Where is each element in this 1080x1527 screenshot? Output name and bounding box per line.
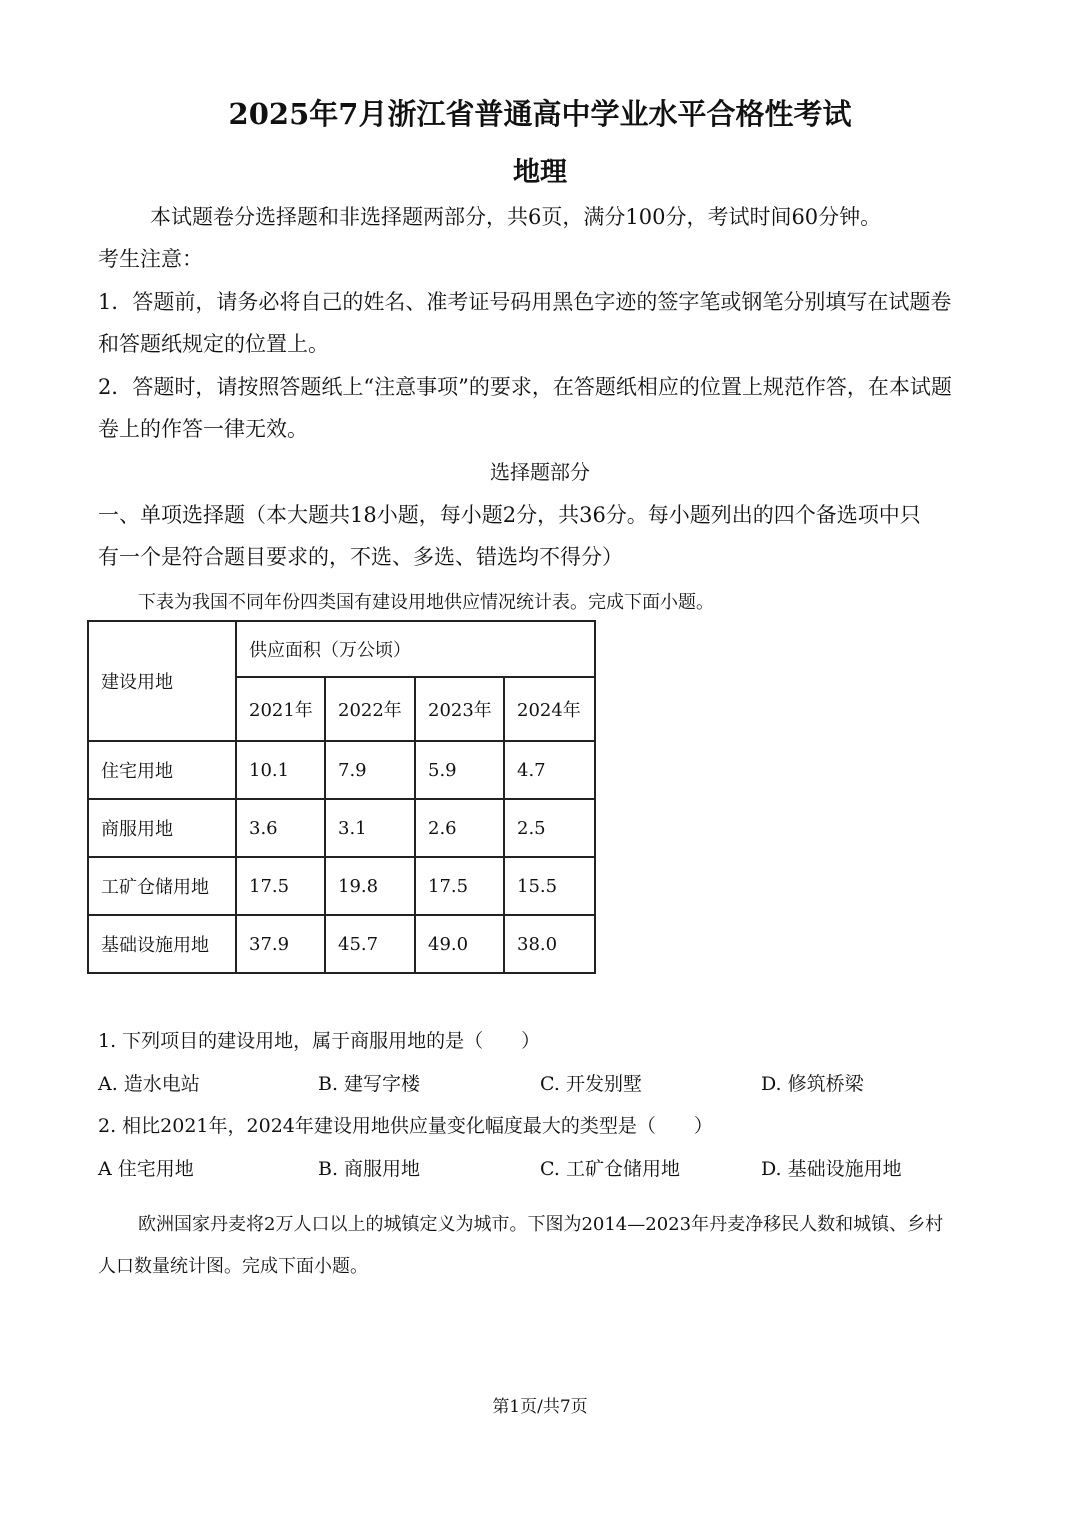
- table-cell: 45.7: [325, 915, 415, 973]
- question-2-stem: 2. 相比2021年，2024年建设用地供应量变化幅度最大的类型是（ ）: [98, 1115, 713, 1137]
- table-cell: 17.5: [415, 857, 504, 915]
- question-1-option-d[interactable]: D. 修筑桥梁: [761, 1073, 864, 1095]
- table-row-label: 商服用地: [88, 799, 236, 857]
- notice-item-1-line-2: 和答题纸规定的位置上。: [98, 332, 329, 356]
- exam-intro: 本试题卷分选择题和非选择题两部分，共6页，满分100分，考试时间60分钟。: [150, 205, 882, 229]
- table-row: [88, 799, 595, 857]
- table-year-header: 2021年: [236, 677, 325, 741]
- question-1-option-b[interactable]: B. 建写字楼: [318, 1073, 421, 1095]
- question-2-option-c[interactable]: C. 工矿仓储用地: [540, 1158, 680, 1180]
- exam-title: 2025年7月浙江省普通高中学业水平合格性考试: [228, 97, 852, 131]
- passage-2-line-1: 欧洲国家丹麦将2万人口以上的城镇定义为城市。下图为2014—2023年丹麦净移民人数和城镇、乡村: [138, 1214, 944, 1235]
- question-2-option-b[interactable]: B. 商服用地: [318, 1158, 421, 1180]
- table-year-header: 2023年: [415, 677, 504, 741]
- section-title: 选择题部分: [490, 460, 590, 484]
- notice-item-1-line-1: 1．答题前，请务必将自己的姓名、准考证号码用黑色字迹的签字笔或钢笔分别填写在试题卷: [98, 290, 952, 314]
- table-cell: 2.5: [504, 799, 595, 857]
- table-cell: 19.8: [325, 857, 415, 915]
- part1-instructions-line-1: 一、单项选择题（本大题共18小题，每小题2分，共36分。每小题列出的四个备选项中只: [98, 503, 921, 527]
- table-cell: 3.1: [325, 799, 415, 857]
- passage-2-line-2: 人口数量统计图。完成下面小题。: [98, 1256, 368, 1277]
- table-cell: 15.5: [504, 857, 595, 915]
- table-year-header: 2022年: [325, 677, 415, 741]
- table-year-header: 2024年: [504, 677, 595, 741]
- table-row-label: 基础设施用地: [88, 915, 236, 973]
- table-cell: 2.6: [415, 799, 504, 857]
- page-number: 第1页/共7页: [492, 1397, 588, 1417]
- table-cell: 7.9: [325, 741, 415, 799]
- notice-heading: 考生注意：: [98, 247, 203, 271]
- question-2-option-a[interactable]: A 住宅用地: [98, 1158, 194, 1180]
- table-cell: 5.9: [415, 741, 504, 799]
- table-cell: 38.0: [504, 915, 595, 973]
- table-cell: 10.1: [236, 741, 325, 799]
- table-cell: 37.9: [236, 915, 325, 973]
- table-row: [88, 915, 595, 973]
- table-row-header: 建设用地: [88, 621, 236, 741]
- question-1-option-a[interactable]: A. 造水电站: [98, 1073, 200, 1095]
- table-cell: 17.5: [236, 857, 325, 915]
- question-2-option-d[interactable]: D. 基础设施用地: [761, 1158, 902, 1180]
- table-row: [88, 857, 595, 915]
- notice-item-2-line-2: 卷上的作答一律无效。: [98, 417, 308, 441]
- notice-item-2-line-1: 2．答题时，请按照答题纸上“注意事项”的要求，在答题纸相应的位置上规范作答，在本试题: [98, 375, 952, 399]
- question-1-option-c[interactable]: C. 开发别墅: [540, 1073, 642, 1095]
- table-row-label: 住宅用地: [88, 741, 236, 799]
- table-row: [88, 741, 595, 799]
- part1-instructions-line-2: 有一个是符合题目要求的，不选、多选、错选均不得分）: [98, 545, 623, 569]
- land-supply-table: [87, 620, 596, 974]
- table-row-label: 工矿仓储用地: [88, 857, 236, 915]
- table-cell: 3.6: [236, 799, 325, 857]
- table-cell: 49.0: [415, 915, 504, 973]
- question-1-stem: 1. 下列项目的建设用地，属于商服用地的是（ ）: [98, 1030, 541, 1052]
- table-cell: 4.7: [504, 741, 595, 799]
- table-group-header: 供应面积（万公顷）: [236, 621, 595, 677]
- table-intro: 下表为我国不同年份四类国有建设用地供应情况统计表。完成下面小题。: [138, 592, 714, 613]
- subject-title: 地理: [513, 157, 567, 188]
